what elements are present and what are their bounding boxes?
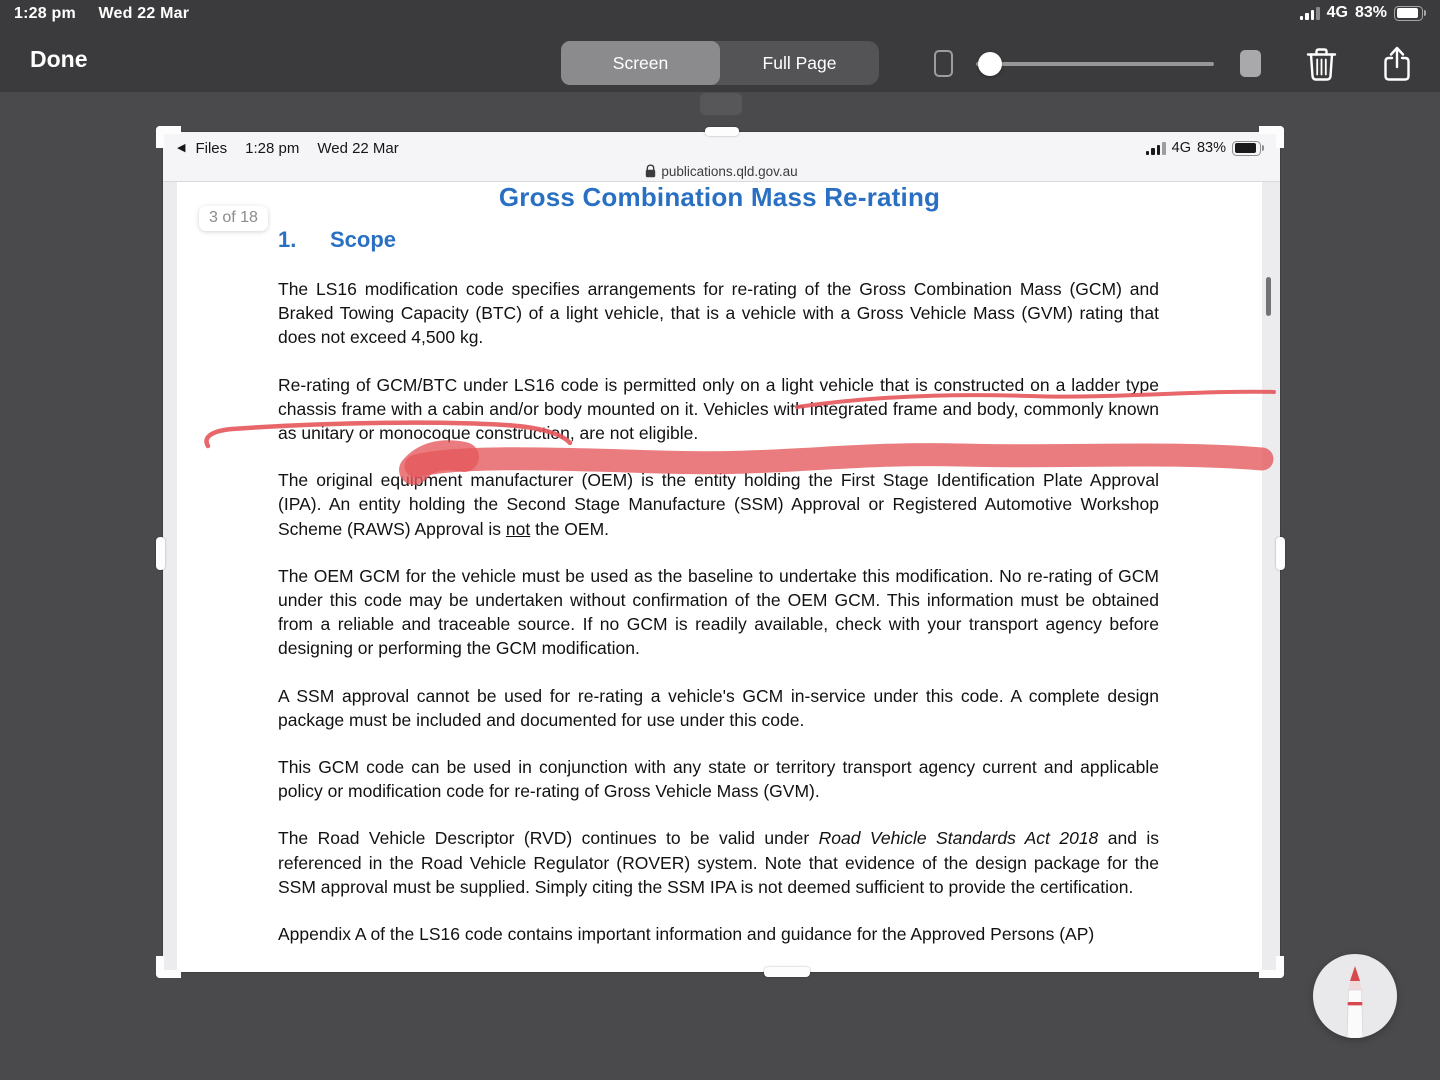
- screenshot-canvas[interactable]: [163, 132, 1280, 972]
- document-paragraph: The original equipment manufacturer (OEM) is the entity holding the First Stage Identification Plate Approval (IPA). An entity holding the Second Stage Manufacture (SSM) Approval or Registered Automotive Workshop Scheme (RAWS) Approval is not the OEM.: [278, 470, 1159, 539]
- pencil-tool-button[interactable]: [1313, 954, 1397, 1038]
- device-status-bar: [0, 0, 1440, 30]
- address-domain: publications.qld.gov.au: [661, 163, 798, 179]
- section-heading: [278, 227, 396, 253]
- done-button[interactable]: Done: [30, 46, 88, 72]
- section-title: Scope: [330, 227, 397, 252]
- document-body: [278, 277, 1159, 969]
- tab-full-page[interactable]: Full Page: [762, 52, 837, 73]
- status-battery-percent: 83%: [1354, 4, 1387, 21]
- pdf-page: [177, 182, 1262, 972]
- pdf-gutter-right: [1262, 182, 1280, 972]
- tab-screen[interactable]: Screen: [561, 41, 720, 85]
- document-paragraph: Appendix A of the LS16 code contains important information and guidance for the Approved Persons (AP): [278, 924, 1095, 945]
- page-indicator: 3 of 18: [199, 206, 268, 231]
- document-title: Gross Combination Mass Re-rating: [498, 182, 941, 212]
- slider-knob[interactable]: [978, 52, 1002, 76]
- battery-icon: [1394, 6, 1428, 21]
- crop-handle-bottom[interactable]: [764, 967, 810, 977]
- back-to-app-icon[interactable]: ◀: [177, 142, 186, 154]
- signal-icon: [1300, 7, 1320, 20]
- section-number: 1.: [278, 227, 297, 252]
- mode-segmented-control: [561, 41, 879, 85]
- safari-chrome-bar: [163, 132, 1280, 182]
- inner-status-date: Wed 22 Mar: [317, 140, 399, 157]
- top-toolbar: [0, 0, 1440, 92]
- document-paragraph: This GCM code can be used in conjunction with any state or territory transport agency current and applicable policy or modification code for re-rating of Gross Vehicle Mass (GVM).: [278, 757, 1159, 802]
- document-paragraph: A SSM approval cannot be used for re-rating a vehicle's GCM in-service under this code. A complete design package must be included and documented for use under this code.: [278, 685, 1159, 730]
- trash-button[interactable]: [1303, 44, 1339, 84]
- pdf-scrollbar[interactable]: [1266, 277, 1271, 316]
- inner-status-time: 1:28 pm: [245, 140, 300, 157]
- crop-handle-left[interactable]: [156, 537, 165, 570]
- inner-status-battery-percent: 83%: [1196, 140, 1226, 156]
- crop-corner-top-right[interactable]: [1259, 126, 1284, 148]
- crop-corner-top-left[interactable]: [156, 126, 181, 148]
- top-grabber-tab: [700, 93, 742, 115]
- slider-track[interactable]: [976, 62, 1214, 66]
- inner-status-network: 4G: [1171, 140, 1191, 156]
- inner-signal-icon: [1146, 142, 1166, 155]
- slider-min-icon: [934, 50, 953, 77]
- status-network: 4G: [1326, 4, 1348, 21]
- document-paragraph: The Road Vehicle Descriptor (RVD) continues to be valid under Road Vehicle Standards Act 2018 and is referenced in the Road Vehicle Regulator (ROVER) system. Note that evidence of the design package for the SSM approval must be supplied. Simply citing the SSM IPA is not deemed sufficient to provide the certification.: [278, 828, 1160, 897]
- trash-can-icon: [1306, 47, 1337, 82]
- status-time: 1:28 pm: [14, 5, 76, 22]
- back-to-app-label[interactable]: Files: [195, 140, 228, 157]
- document-paragraph: The OEM GCM for the vehicle must be used as the baseline to undertake this modification. No re-rating of GCM under this code may be undertaken without confirmation of the OEM GCM. This information must be obtained from a reliable and traceable source. If no GCM is readily available, check with your transport agency before designing or performing the GCM modification.: [278, 565, 1159, 659]
- share-button[interactable]: [1379, 44, 1415, 84]
- opacity-slider[interactable]: [976, 52, 1214, 76]
- crop-handle-right[interactable]: [1276, 537, 1285, 570]
- pdf-gutter-left: [163, 182, 177, 972]
- share-icon: [1381, 45, 1413, 83]
- crop-handle-top[interactable]: [705, 127, 739, 136]
- red-pencil-icon: [1340, 966, 1370, 1038]
- lock-icon: [645, 164, 656, 178]
- status-date: Wed 22 Mar: [98, 5, 190, 22]
- address-bar[interactable]: [163, 160, 1280, 182]
- document-paragraph: The LS16 modification code specifies arrangements for re-rating of the Gross Combination Mass (GCM) and Braked Towing Capacity (BTC) of a light vehicle, that is a vehicle with a Gross Vehicle Mass (GVM) rating that does not exceed 4,500 kg.: [278, 279, 1159, 348]
- crop-corner-bottom-left[interactable]: [156, 956, 181, 978]
- crop-corner-bottom-right[interactable]: [1259, 956, 1284, 978]
- document-paragraph: Re-rating of GCM/BTC under LS16 code is permitted only on a light vehicle that is constructed on a ladder type chassis frame with a cabin and/or body mounted on it. Vehicles with integrated frame and body, commonly known as unitary or monocoque construction, are not eligible.: [278, 374, 1159, 444]
- slider-max-icon: [1240, 50, 1261, 77]
